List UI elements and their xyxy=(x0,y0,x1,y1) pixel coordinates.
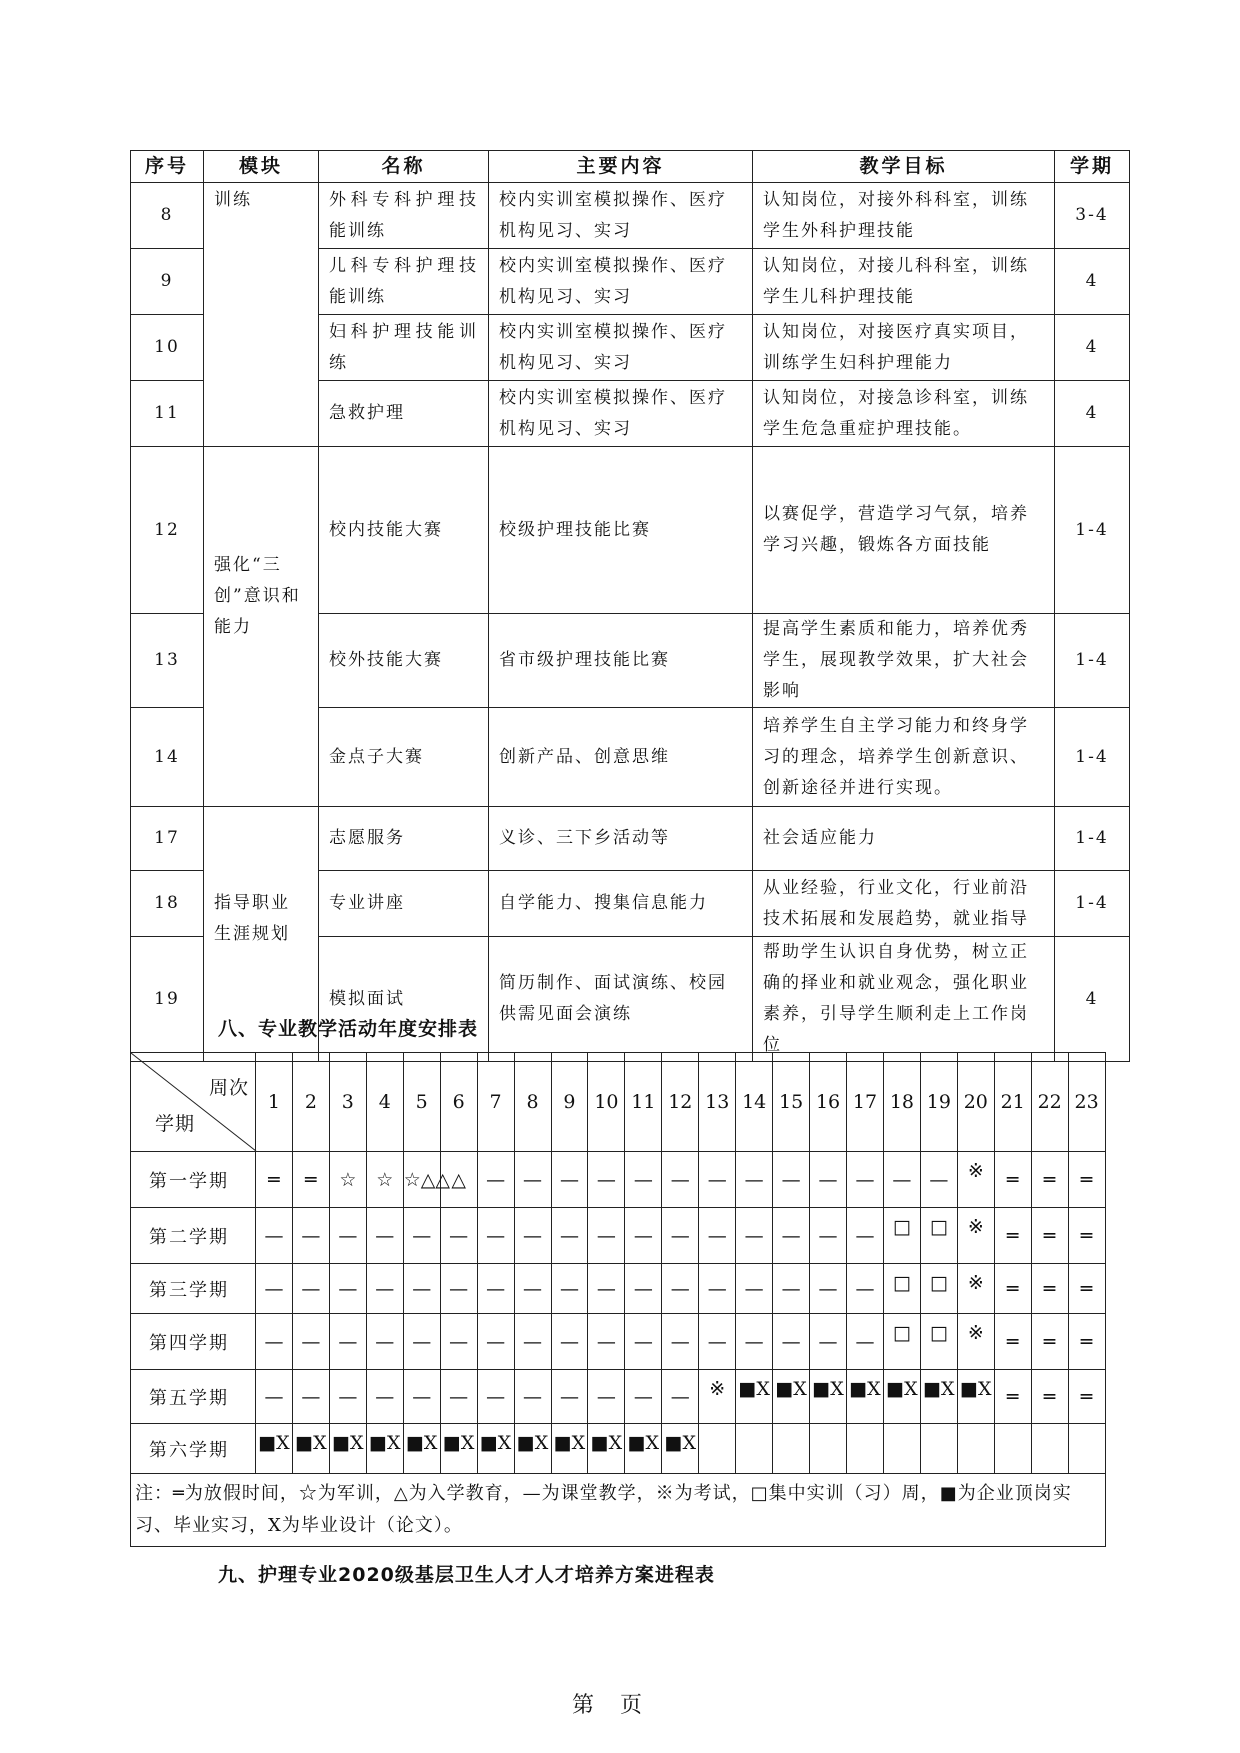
schedule-row xyxy=(131,1152,1106,1208)
row-content: 义诊、三下乡活动等 xyxy=(489,807,753,871)
week-header: 5 xyxy=(403,1053,440,1152)
week-header: 17 xyxy=(847,1053,884,1152)
week-header: 9 xyxy=(551,1053,588,1152)
week-header: 4 xyxy=(366,1053,403,1152)
schedule-cell: — xyxy=(514,1208,551,1264)
schedule-cell: ═ xyxy=(994,1264,1031,1314)
row-goal: 培养学生自主学习能力和终身学习的理念，培养学生创新意识、创新途径并进行实现。 xyxy=(753,708,1055,807)
schedule-cell: — xyxy=(773,1314,810,1370)
schedule-cell: ═ xyxy=(1031,1264,1068,1314)
schedule-row xyxy=(131,1314,1106,1370)
row-goal: 认知岗位，对接医疗真实项目，训练学生妇科护理能力 xyxy=(753,315,1055,381)
schedule-cell: — xyxy=(551,1314,588,1370)
schedule-row xyxy=(131,1424,1106,1474)
row-no: 13 xyxy=(131,614,204,708)
row-no: 12 xyxy=(131,447,204,614)
schedule-cell: — xyxy=(662,1370,699,1424)
schedule-cell: — xyxy=(551,1264,588,1314)
schedule-cell: ═ xyxy=(292,1152,329,1208)
schedule-cell: — xyxy=(847,1264,884,1314)
row-no: 17 xyxy=(131,807,204,871)
schedule-cell xyxy=(773,1424,810,1474)
schedule-cell: ═ xyxy=(994,1208,1031,1264)
term-label: 第六学期 xyxy=(131,1424,256,1474)
row-name: 专业讲座 xyxy=(319,871,489,937)
row-term: 4 xyxy=(1055,315,1130,381)
row-content: 自学能力、搜集信息能力 xyxy=(489,871,753,937)
schedule-cell: — xyxy=(625,1152,662,1208)
schedule-cell: □ xyxy=(920,1314,957,1370)
schedule-cell: □ xyxy=(883,1208,920,1264)
schedule-cell: — xyxy=(292,1208,329,1264)
term-label: 第三学期 xyxy=(131,1264,256,1314)
schedule-note-row xyxy=(131,1474,1106,1547)
schedule-cell: — xyxy=(699,1152,736,1208)
schedule-cell: — xyxy=(847,1208,884,1264)
week-header: 7 xyxy=(477,1053,514,1152)
schedule-cell: — xyxy=(662,1314,699,1370)
schedule-cell: — xyxy=(551,1152,588,1208)
schedule-cell: — xyxy=(625,1370,662,1424)
schedule-cell: ═ xyxy=(1031,1370,1068,1424)
schedule-cell: — xyxy=(588,1208,625,1264)
schedule-cell: — xyxy=(773,1264,810,1314)
row-term: 1-4 xyxy=(1055,447,1130,614)
schedule-corner xyxy=(131,1053,256,1152)
schedule-cell: ■X xyxy=(514,1424,551,1474)
schedule-cell: ■X xyxy=(403,1424,440,1474)
term-label: 第五学期 xyxy=(131,1370,256,1424)
schedule-cell: — xyxy=(662,1152,699,1208)
schedule-cell: — xyxy=(440,1314,477,1370)
schedule-cell: — xyxy=(514,1370,551,1424)
schedule-cell: — xyxy=(440,1208,477,1264)
schedule-cell: — xyxy=(256,1370,293,1424)
week-header: 6 xyxy=(440,1053,477,1152)
header-term: 学期 xyxy=(1055,151,1130,183)
page-footer: 第页 xyxy=(571,1693,668,1718)
row-content: 创新产品、创意思维 xyxy=(489,708,753,807)
schedule-cell: — xyxy=(403,1370,440,1424)
schedule-cell: — xyxy=(366,1264,403,1314)
schedule-cell: — xyxy=(736,1314,773,1370)
week-header: 18 xyxy=(883,1053,920,1152)
week-header: 8 xyxy=(514,1053,551,1152)
schedule-cell: — xyxy=(847,1314,884,1370)
schedule-cell: — xyxy=(403,1314,440,1370)
week-header: 20 xyxy=(957,1053,994,1152)
schedule-cell: — xyxy=(625,1314,662,1370)
schedule-cell: □ xyxy=(920,1264,957,1314)
schedule-cell: — xyxy=(329,1264,366,1314)
schedule-cell: — xyxy=(736,1208,773,1264)
header-goal: 教学目标 xyxy=(753,151,1055,183)
table-row xyxy=(131,447,1130,614)
schedule-cell: — xyxy=(662,1264,699,1314)
schedule-cell: □ xyxy=(883,1264,920,1314)
week-header: 13 xyxy=(699,1053,736,1152)
schedule-cell: — xyxy=(329,1370,366,1424)
schedule-cell: — xyxy=(810,1152,847,1208)
schedule-cell: — xyxy=(736,1264,773,1314)
row-no: 14 xyxy=(131,708,204,807)
section-8-title: 八、专业教学活动年度安排表 xyxy=(218,1018,479,1040)
schedule-cell: ═ xyxy=(1068,1264,1105,1314)
week-header: 21 xyxy=(994,1053,1031,1152)
schedule-cell: ■X xyxy=(957,1370,994,1424)
activity-table-header-row xyxy=(131,151,1130,183)
row-goal: 社会适应能力 xyxy=(753,807,1055,871)
schedule-cell: ■X xyxy=(736,1370,773,1424)
schedule-row xyxy=(131,1370,1106,1424)
row-name: 校外技能大赛 xyxy=(319,614,489,708)
schedule-cell xyxy=(810,1424,847,1474)
schedule-cell: — xyxy=(514,1152,551,1208)
row-term: 1-4 xyxy=(1055,807,1130,871)
row-content: 校内实训室模拟操作、医疗机构见习、实习 xyxy=(489,381,753,447)
week-header: 1 xyxy=(256,1053,293,1152)
schedule-cell: — xyxy=(699,1208,736,1264)
week-header: 2 xyxy=(292,1053,329,1152)
schedule-cell: ※ xyxy=(957,1208,994,1264)
schedule-header-row xyxy=(131,1053,1106,1152)
section-9-title: 九、护理专业2020级基层卫生人才人才培养方案进程表 xyxy=(218,1564,715,1586)
row-goal: 从业经验，行业文化，行业前沿技术拓展和发展趋势，就业指导 xyxy=(753,871,1055,937)
row-term: 1-4 xyxy=(1055,708,1130,807)
schedule-cell xyxy=(699,1424,736,1474)
schedule-cell: — xyxy=(736,1152,773,1208)
row-content: 校内实训室模拟操作、医疗机构见习、实习 xyxy=(489,183,753,249)
row-goal: 认知岗位，对接急诊科室，训练学生危急重症护理技能。 xyxy=(753,381,1055,447)
schedule-cell: ═ xyxy=(1068,1152,1105,1208)
schedule-cell: △ xyxy=(440,1152,477,1208)
schedule-cell: — xyxy=(773,1152,810,1208)
schedule-cell: ■X xyxy=(329,1424,366,1474)
header-content: 主要内容 xyxy=(489,151,753,183)
schedule-cell: — xyxy=(810,1208,847,1264)
schedule-cell xyxy=(920,1424,957,1474)
row-no: 19 xyxy=(131,937,204,1062)
schedule-cell: ═ xyxy=(256,1152,293,1208)
schedule-cell: — xyxy=(699,1264,736,1314)
schedule-cell: — xyxy=(477,1208,514,1264)
schedule-cell: ※ xyxy=(957,1264,994,1314)
schedule-cell: ■X xyxy=(883,1370,920,1424)
schedule-row xyxy=(131,1208,1106,1264)
schedule-cell: □ xyxy=(883,1314,920,1370)
schedule-cell: — xyxy=(292,1370,329,1424)
schedule-cell: ☆ xyxy=(329,1152,366,1208)
schedule-cell: — xyxy=(625,1264,662,1314)
schedule-cell xyxy=(1068,1424,1105,1474)
row-goal: 认知岗位，对接外科科室，训练学生外科护理技能 xyxy=(753,183,1055,249)
schedule-cell: ■X xyxy=(477,1424,514,1474)
week-header: 16 xyxy=(810,1053,847,1152)
schedule-cell: — xyxy=(403,1264,440,1314)
schedule-cell: ☆ xyxy=(366,1152,403,1208)
schedule-cell: ※ xyxy=(957,1152,994,1208)
schedule-cell: ■X xyxy=(847,1370,884,1424)
row-term: 1-4 xyxy=(1055,614,1130,708)
row-term: 4 xyxy=(1055,381,1130,447)
row-no: 8 xyxy=(131,183,204,249)
schedule-cell: — xyxy=(477,1152,514,1208)
schedule-row xyxy=(131,1264,1106,1314)
diagonal-line xyxy=(131,1053,256,1151)
schedule-cell: — xyxy=(292,1264,329,1314)
schedule-cell: — xyxy=(477,1370,514,1424)
row-term: 1-4 xyxy=(1055,871,1130,937)
schedule-cell: □ xyxy=(920,1208,957,1264)
schedule-cell xyxy=(883,1424,920,1474)
row-no: 11 xyxy=(131,381,204,447)
header-name: 名称 xyxy=(319,151,489,183)
schedule-cell: — xyxy=(477,1314,514,1370)
week-header: 23 xyxy=(1068,1053,1105,1152)
schedule-cell xyxy=(1031,1424,1068,1474)
header-no: 序号 xyxy=(131,151,204,183)
schedule-cell: — xyxy=(256,1314,293,1370)
row-module: 训练 xyxy=(204,183,319,447)
row-no: 10 xyxy=(131,315,204,381)
schedule-cell: — xyxy=(588,1314,625,1370)
schedule-cell: — xyxy=(625,1208,662,1264)
schedule-cell: — xyxy=(514,1314,551,1370)
row-no: 9 xyxy=(131,249,204,315)
row-module: 强化“三创”意识和能力 xyxy=(204,447,319,807)
schedule-cell: — xyxy=(256,1264,293,1314)
schedule-cell: ■X xyxy=(773,1370,810,1424)
schedule-cell: — xyxy=(662,1208,699,1264)
activity-table xyxy=(130,150,1130,1062)
schedule-cell: ═ xyxy=(1031,1208,1068,1264)
row-goal: 认知岗位，对接儿科科室，训练学生儿科护理技能 xyxy=(753,249,1055,315)
schedule-cell: — xyxy=(847,1152,884,1208)
schedule-cell xyxy=(994,1424,1031,1474)
corner-term-label: 学期 xyxy=(155,1113,196,1135)
row-content: 省市级护理技能比赛 xyxy=(489,614,753,708)
schedule-cell: ═ xyxy=(994,1314,1031,1370)
schedule-cell: — xyxy=(440,1370,477,1424)
schedule-cell: — xyxy=(920,1152,957,1208)
schedule-cell: ═ xyxy=(994,1370,1031,1424)
schedule-cell: — xyxy=(366,1208,403,1264)
week-header: 15 xyxy=(773,1053,810,1152)
row-name: 妇科护理技能训练 xyxy=(319,315,489,381)
schedule-cell: — xyxy=(477,1264,514,1314)
row-goal: 帮助学生认识自身优势，树立正确的择业和就业观念，强化职业素养，引导学生顺利走上工作岗位 xyxy=(753,937,1055,1062)
row-term: 4 xyxy=(1055,249,1130,315)
table-row xyxy=(131,807,1130,871)
row-goal: 提高学生素质和能力，培养优秀学生，展现教学效果，扩大社会影响 xyxy=(753,614,1055,708)
schedule-cell: — xyxy=(773,1208,810,1264)
schedule-cell: — xyxy=(366,1314,403,1370)
schedule-cell: — xyxy=(551,1208,588,1264)
row-goal: 以赛促学，营造学习气氛，培养学习兴趣，锻炼各方面技能 xyxy=(753,447,1055,614)
term-label: 第四学期 xyxy=(131,1314,256,1370)
schedule-cell: ■X xyxy=(256,1424,293,1474)
schedule-cell: — xyxy=(440,1264,477,1314)
row-content: 校级护理技能比赛 xyxy=(489,447,753,614)
schedule-cell: — xyxy=(256,1208,293,1264)
week-header: 3 xyxy=(329,1053,366,1152)
week-header: 10 xyxy=(588,1053,625,1152)
schedule-cell: ═ xyxy=(1068,1370,1105,1424)
row-term: 3-4 xyxy=(1055,183,1130,249)
row-name: 志愿服务 xyxy=(319,807,489,871)
schedule-cell xyxy=(847,1424,884,1474)
row-name: 急救护理 xyxy=(319,381,489,447)
schedule-cell: ■X xyxy=(625,1424,662,1474)
schedule-cell: — xyxy=(403,1208,440,1264)
row-content: 简历制作、面试演练、校园供需见面会演练 xyxy=(489,937,753,1062)
corner-week-label: 周次 xyxy=(208,1077,249,1099)
row-no: 18 xyxy=(131,871,204,937)
schedule-cell: ═ xyxy=(1068,1208,1105,1264)
row-module: 指导职业生涯规划 xyxy=(204,807,319,1062)
schedule-cell: — xyxy=(588,1370,625,1424)
schedule-cell: ■X xyxy=(292,1424,329,1474)
week-header: 19 xyxy=(920,1053,957,1152)
row-name: 金点子大赛 xyxy=(319,708,489,807)
schedule-cell: — xyxy=(366,1370,403,1424)
row-name: 外科专科护理技能训练 xyxy=(319,183,489,249)
week-header: 22 xyxy=(1031,1053,1068,1152)
schedule-cell xyxy=(736,1424,773,1474)
table-row xyxy=(131,183,1130,249)
schedule-cell: ■X xyxy=(662,1424,699,1474)
header-module: 模块 xyxy=(204,151,319,183)
schedule-table xyxy=(130,1052,1106,1547)
row-content: 校内实训室模拟操作、医疗机构见习、实习 xyxy=(489,249,753,315)
term-label: 第一学期 xyxy=(131,1152,256,1208)
schedule-cell: ■X xyxy=(588,1424,625,1474)
term-label: 第二学期 xyxy=(131,1208,256,1264)
week-header: 14 xyxy=(736,1053,773,1152)
schedule-cell: — xyxy=(588,1264,625,1314)
schedule-cell: — xyxy=(588,1152,625,1208)
schedule-cell: — xyxy=(514,1264,551,1314)
schedule-cell: ※ xyxy=(957,1314,994,1370)
schedule-cell: — xyxy=(883,1152,920,1208)
schedule-cell xyxy=(957,1424,994,1474)
schedule-cell: ═ xyxy=(1031,1152,1068,1208)
schedule-cell: — xyxy=(810,1264,847,1314)
week-header: 11 xyxy=(625,1053,662,1152)
schedule-cell: ═ xyxy=(1031,1314,1068,1370)
schedule-cell: ═ xyxy=(1068,1314,1105,1370)
schedule-cell: ■X xyxy=(440,1424,477,1474)
schedule-cell: — xyxy=(292,1314,329,1370)
row-name: 校内技能大赛 xyxy=(319,447,489,614)
schedule-note: 注：═为放假时间，☆为军训，△为入学教育，—为课堂教学，※为考试，□集中实训（习）周，■为企业顶岗实习、毕业实习，X为毕业设计（论文）。 xyxy=(131,1474,1106,1547)
schedule-cell: ※ xyxy=(699,1370,736,1424)
row-term: 4 xyxy=(1055,937,1130,1062)
row-name: 模拟面试 xyxy=(319,937,489,1062)
row-content: 校内实训室模拟操作、医疗机构见习、实习 xyxy=(489,315,753,381)
row-name: 儿科专科护理技能训练 xyxy=(319,249,489,315)
schedule-cell: ═ xyxy=(994,1152,1031,1208)
schedule-cell: — xyxy=(329,1314,366,1370)
schedule-cell: — xyxy=(810,1314,847,1370)
schedule-cell: ■X xyxy=(810,1370,847,1424)
schedule-cell: ☆△△ xyxy=(403,1152,440,1208)
schedule-cell: ■X xyxy=(551,1424,588,1474)
schedule-cell: ■X xyxy=(366,1424,403,1474)
schedule-cell: ■X xyxy=(920,1370,957,1424)
schedule-cell: — xyxy=(699,1314,736,1370)
schedule-cell: — xyxy=(329,1208,366,1264)
schedule-cell: — xyxy=(551,1370,588,1424)
week-header: 12 xyxy=(662,1053,699,1152)
